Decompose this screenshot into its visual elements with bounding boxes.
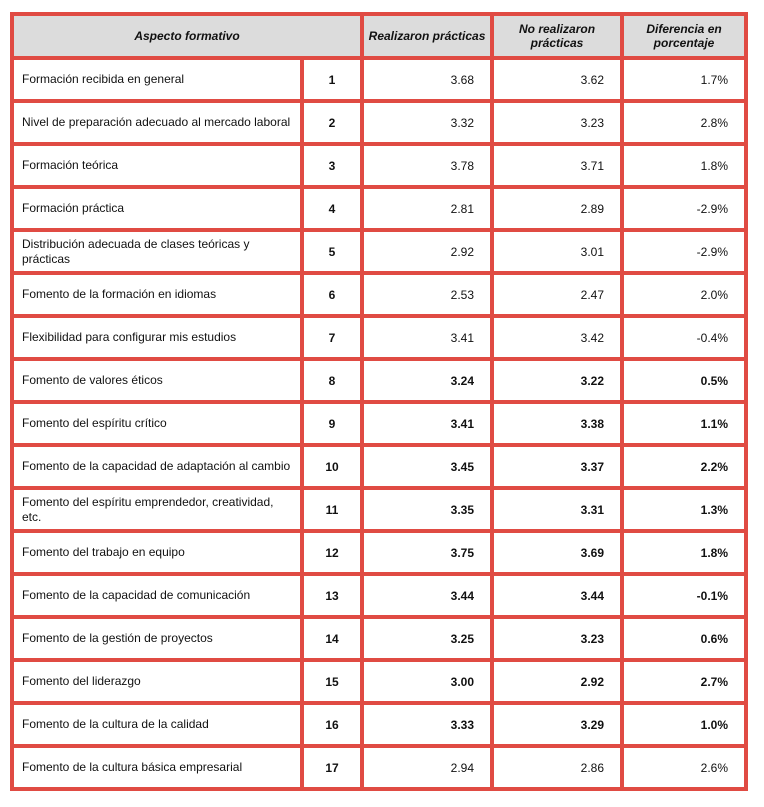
row-no-realizaron: 2.47 xyxy=(492,273,622,316)
row-realizaron: 3.33 xyxy=(362,703,492,746)
row-aspect: Fomento de la cultura de la calidad xyxy=(12,703,302,746)
row-aspect: Formación teórica xyxy=(12,144,302,187)
row-diferencia: 2.7% xyxy=(622,660,746,703)
row-realizaron: 3.25 xyxy=(362,617,492,660)
table-row xyxy=(12,488,746,531)
row-no-realizaron: 3.23 xyxy=(492,617,622,660)
row-diferencia: -2.9% xyxy=(622,187,746,230)
row-no-realizaron: 3.37 xyxy=(492,445,622,488)
table-row xyxy=(12,531,746,574)
row-no-realizaron: 3.42 xyxy=(492,316,622,359)
row-aspect: Distribución adecuada de clases teóricas y prácticas xyxy=(12,230,302,273)
row-diferencia: 1.3% xyxy=(622,488,746,531)
comparison-table xyxy=(10,12,748,791)
header-row xyxy=(12,14,746,58)
row-number: 5 xyxy=(302,230,362,273)
table-container xyxy=(10,12,748,791)
table-row xyxy=(12,660,746,703)
row-number: 11 xyxy=(302,488,362,531)
row-realizaron: 3.78 xyxy=(362,144,492,187)
row-aspect: Fomento de la capacidad de comunicación xyxy=(12,574,302,617)
row-realizaron: 3.41 xyxy=(362,402,492,445)
row-no-realizaron: 3.22 xyxy=(492,359,622,402)
row-aspect: Fomento del liderazgo xyxy=(12,660,302,703)
table-row xyxy=(12,746,746,789)
row-aspect: Fomento del trabajo en equipo xyxy=(12,531,302,574)
row-diferencia: 2.8% xyxy=(622,101,746,144)
row-aspect: Fomento de la formación en idiomas xyxy=(12,273,302,316)
row-number: 16 xyxy=(302,703,362,746)
row-number: 10 xyxy=(302,445,362,488)
row-number: 4 xyxy=(302,187,362,230)
row-number: 1 xyxy=(302,58,362,101)
table-row xyxy=(12,273,746,316)
row-realizaron: 2.81 xyxy=(362,187,492,230)
row-realizaron: 2.53 xyxy=(362,273,492,316)
row-diferencia: 1.8% xyxy=(622,531,746,574)
row-realizaron: 3.00 xyxy=(362,660,492,703)
row-aspect: Fomento de la gestión de proyectos xyxy=(12,617,302,660)
row-no-realizaron: 3.44 xyxy=(492,574,622,617)
row-diferencia: -0.4% xyxy=(622,316,746,359)
row-no-realizaron: 3.62 xyxy=(492,58,622,101)
row-number: 17 xyxy=(302,746,362,789)
table-row xyxy=(12,144,746,187)
row-aspect: Fomento de valores éticos xyxy=(12,359,302,402)
row-diferencia: -0.1% xyxy=(622,574,746,617)
row-no-realizaron: 3.69 xyxy=(492,531,622,574)
table-row xyxy=(12,187,746,230)
table-row xyxy=(12,445,746,488)
row-diferencia: -2.9% xyxy=(622,230,746,273)
row-number: 12 xyxy=(302,531,362,574)
row-number: 2 xyxy=(302,101,362,144)
header-aspect: Aspecto formativo xyxy=(12,14,362,58)
header-diferencia: Diferencia en porcentaje xyxy=(622,14,746,58)
row-realizaron: 3.45 xyxy=(362,445,492,488)
row-diferencia: 0.6% xyxy=(622,617,746,660)
row-no-realizaron: 2.86 xyxy=(492,746,622,789)
row-no-realizaron: 2.89 xyxy=(492,187,622,230)
row-no-realizaron: 2.92 xyxy=(492,660,622,703)
row-number: 14 xyxy=(302,617,362,660)
row-diferencia: 1.7% xyxy=(622,58,746,101)
row-no-realizaron: 3.38 xyxy=(492,402,622,445)
table-row xyxy=(12,574,746,617)
row-no-realizaron: 3.01 xyxy=(492,230,622,273)
row-aspect: Flexibilidad para configurar mis estudios xyxy=(12,316,302,359)
row-aspect: Formación recibida en general xyxy=(12,58,302,101)
row-diferencia: 1.1% xyxy=(622,402,746,445)
row-realizaron: 3.44 xyxy=(362,574,492,617)
header-no-realizaron: No realizaron prácticas xyxy=(492,14,622,58)
row-realizaron: 3.35 xyxy=(362,488,492,531)
table-row xyxy=(12,230,746,273)
row-diferencia: 2.2% xyxy=(622,445,746,488)
row-number: 13 xyxy=(302,574,362,617)
row-realizaron: 3.24 xyxy=(362,359,492,402)
row-aspect: Fomento de la capacidad de adaptación al cambio xyxy=(12,445,302,488)
row-realizaron: 2.92 xyxy=(362,230,492,273)
row-diferencia: 2.6% xyxy=(622,746,746,789)
table-row xyxy=(12,617,746,660)
row-number: 6 xyxy=(302,273,362,316)
row-aspect: Fomento del espíritu crítico xyxy=(12,402,302,445)
table-row xyxy=(12,58,746,101)
row-no-realizaron: 3.31 xyxy=(492,488,622,531)
row-number: 8 xyxy=(302,359,362,402)
row-diferencia: 1.0% xyxy=(622,703,746,746)
row-realizaron: 3.32 xyxy=(362,101,492,144)
table-row xyxy=(12,402,746,445)
row-aspect: Fomento del espíritu emprendedor, creatividad, etc. xyxy=(12,488,302,531)
row-diferencia: 0.5% xyxy=(622,359,746,402)
table-header xyxy=(12,14,746,58)
row-number: 3 xyxy=(302,144,362,187)
row-no-realizaron: 3.23 xyxy=(492,101,622,144)
row-diferencia: 2.0% xyxy=(622,273,746,316)
row-realizaron: 2.94 xyxy=(362,746,492,789)
row-no-realizaron: 3.71 xyxy=(492,144,622,187)
row-diferencia: 1.8% xyxy=(622,144,746,187)
row-aspect: Formación práctica xyxy=(12,187,302,230)
row-number: 15 xyxy=(302,660,362,703)
row-aspect: Nivel de preparación adecuado al mercado laboral xyxy=(12,101,302,144)
table-row xyxy=(12,359,746,402)
row-realizaron: 3.75 xyxy=(362,531,492,574)
header-realizaron: Realizaron prácticas xyxy=(362,14,492,58)
row-realizaron: 3.68 xyxy=(362,58,492,101)
table-row xyxy=(12,316,746,359)
row-no-realizaron: 3.29 xyxy=(492,703,622,746)
row-realizaron: 3.41 xyxy=(362,316,492,359)
row-aspect: Fomento de la cultura básica empresarial xyxy=(12,746,302,789)
table-row xyxy=(12,703,746,746)
row-number: 7 xyxy=(302,316,362,359)
table-body xyxy=(12,58,746,789)
row-number: 9 xyxy=(302,402,362,445)
table-row xyxy=(12,101,746,144)
